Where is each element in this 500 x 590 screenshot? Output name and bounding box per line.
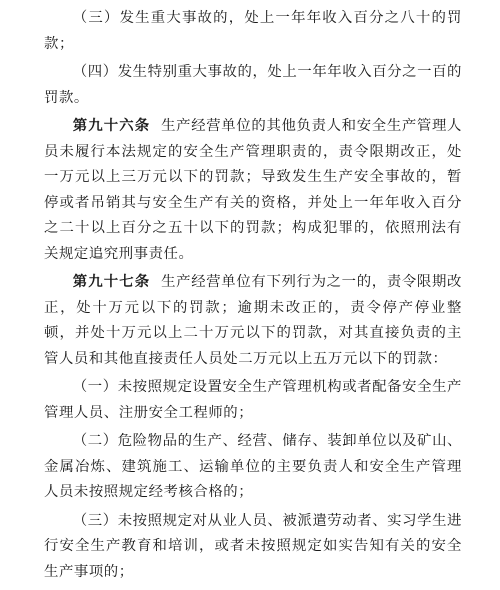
paragraph-text: （一）未按照规定设置安全生产管理机构或者配备安全生产管理人员、注册安全工程师的； [44,379,462,421]
paragraph-text: （二）危险物品的生产、经营、储存、装卸单位以及矿山、金属冶炼、建筑施工、运输单位的主要负责人和安全生产管理人员未按照规定经考核合格的； [44,433,462,500]
clause-paragraph [44,6,462,57]
article-paragraph [44,270,462,372]
article-paragraph [44,114,462,267]
article-number: 第九十六条 [72,118,151,134]
paragraph-text: （四）发生特别重大事故的，处上一年年收入百分之一百的罚款。 [44,64,462,106]
paragraph-text: （三）未按照规定对从业人员、被派遣劳动者、实习学生进行安全生产教育和培训，或者未按照规定如实告知有关的安全生产事项的； [44,512,462,580]
paragraph-text: 生产经营单位有下列行为之一的，责令限期改正，处十万元以下的罚款；逾期未改正的，责令停产停业整顿，并处十万元以上二十万元以下的罚款，对其直接负责的主管人员和其他直接责任人员处二万元以上五万元以下的罚款： [44,274,462,367]
paragraph-text: （三）发生重大事故的，处上一年年收入百分之八十的罚款； [44,10,462,52]
clause-paragraph [44,375,462,426]
article-number: 第九十七条 [72,274,151,290]
paragraph-text: 生产经营单位的其他负责人和安全生产管理人员未履行本法规定的安全生产管理职责的，责令限期改正，处一万元以上三万元以下的罚款；导致发生生产安全事故的，暂停或者吊销其与安全生产有关的资格，并处上一年年收入百分之二十以上百分之五十以下的罚款；构成犯罪的，依照刑法有关规定追究刑事责任。 [44,118,462,262]
clause-paragraph [44,509,462,586]
clause-paragraph [44,429,462,506]
clause-paragraph [44,60,462,111]
